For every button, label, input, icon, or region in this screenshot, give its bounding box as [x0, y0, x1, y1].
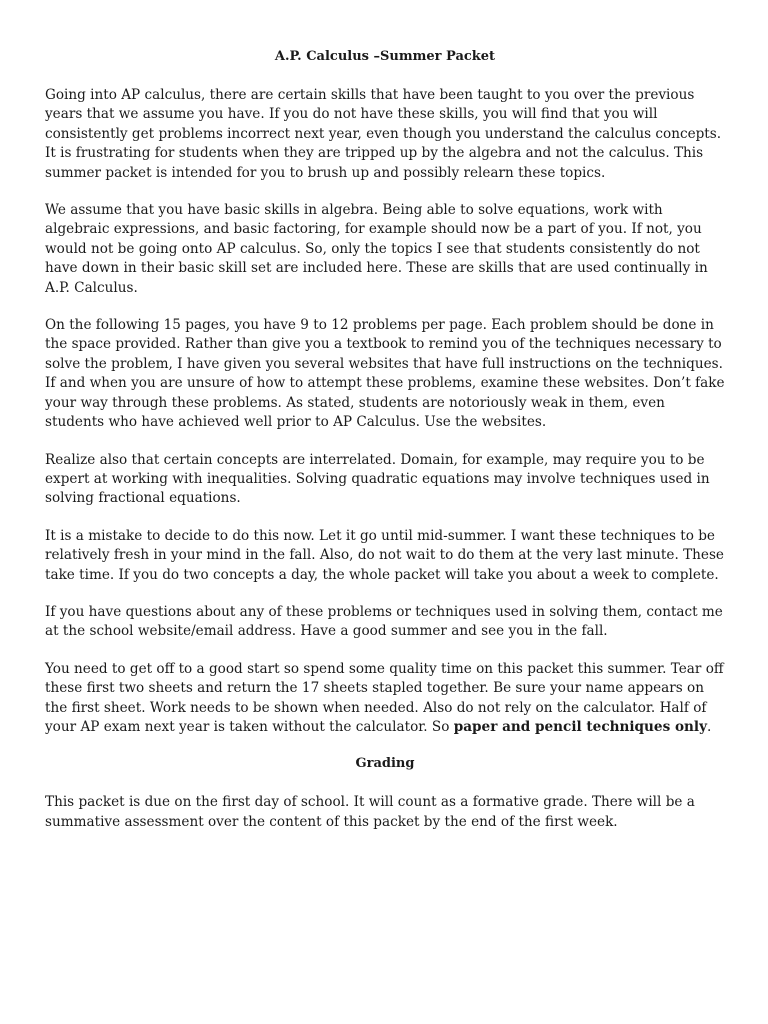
paragraph-timing: It is a mistake to decide to do this now. Let it go until mid-summer. I want these techniques to be relatively fresh in your mind in the fall. Also, do not wait to do them at the very last minute. These take time. If you do two concepts a day, the whole packet will take you about a week to complete. [45, 527, 724, 583]
instructions-text: You need to get off to a good start so spend some quality time on this packet this summer. Tear off these first two sheets and return the 17 sheets stapled together. Be sure your name appears on the first sheet. Work needs to be shown when needed. Also do not rely on the calculator. Half of your AP exam next year is taken without the calculator. So [45, 660, 724, 735]
document-page [45, 48, 725, 850]
paragraph-questions: If you have questions about any of these problems or techniques used in solving them, contact me at the school website/email address. Have a good summer and see you in the fall. [45, 603, 723, 640]
paragraph-assumptions: We assume that you have basic skills in algebra. Being able to solve equations, work with algebraic expressions, and basic factoring, for example should now be a part of you. If not, you would not be going onto AP calculus. So, only the topics I see that students consistently do not have down in their basic skill set are included here. These are skills that are used continually in A.P. Calculus. [45, 202, 708, 296]
paragraph-grading: This packet is due on the first day of school. It will count as a formative grade. There will be a summative assessment over the content of this packet by the end of the first week. [45, 794, 695, 830]
paragraph-instructions [45, 660, 725, 738]
paragraph-intro: Going into AP calculus, there are certain skills that have been taught to you over the previous years that we assume you have. If you do not have these skills, you will find that you will consistently get problems incorrect next year, even though you understand the calculus concepts. It is frustrating for students when they are tripped up by the algebra and not the calculus. This summer packet is intended for you to brush up and possibly relearn these topics. [45, 87, 722, 181]
grading-heading: Grading [355, 756, 415, 772]
document-title: A.P. Calculus –Summer Packet [274, 49, 496, 64]
instructions-bold-text: paper and pencil techniques only [453, 718, 707, 735]
instructions-end: . [706, 718, 712, 735]
paragraph-interrelated: Realize also that certain concepts are interrelated. Domain, for example, may require you to be expert at working with inequalities. Solving quadratic equations may involve techniques used in solving fractional equations. [45, 451, 710, 507]
paragraph-pages: On the following 15 pages, you have 9 to 12 problems per page. Each problem should be done in the space provided. Rather than give you a textbook to remind you of the techniques necessary to solve the problem, I have given you several websites that have full instructions on the techniques. If and when you are unsure of how to attempt these problems, examine these websites. Don’t fake your way through these problems. As stated, students are notoriously weak in them, even students who have achieved well prior to AP Calculus. Use the websites. [45, 317, 725, 431]
